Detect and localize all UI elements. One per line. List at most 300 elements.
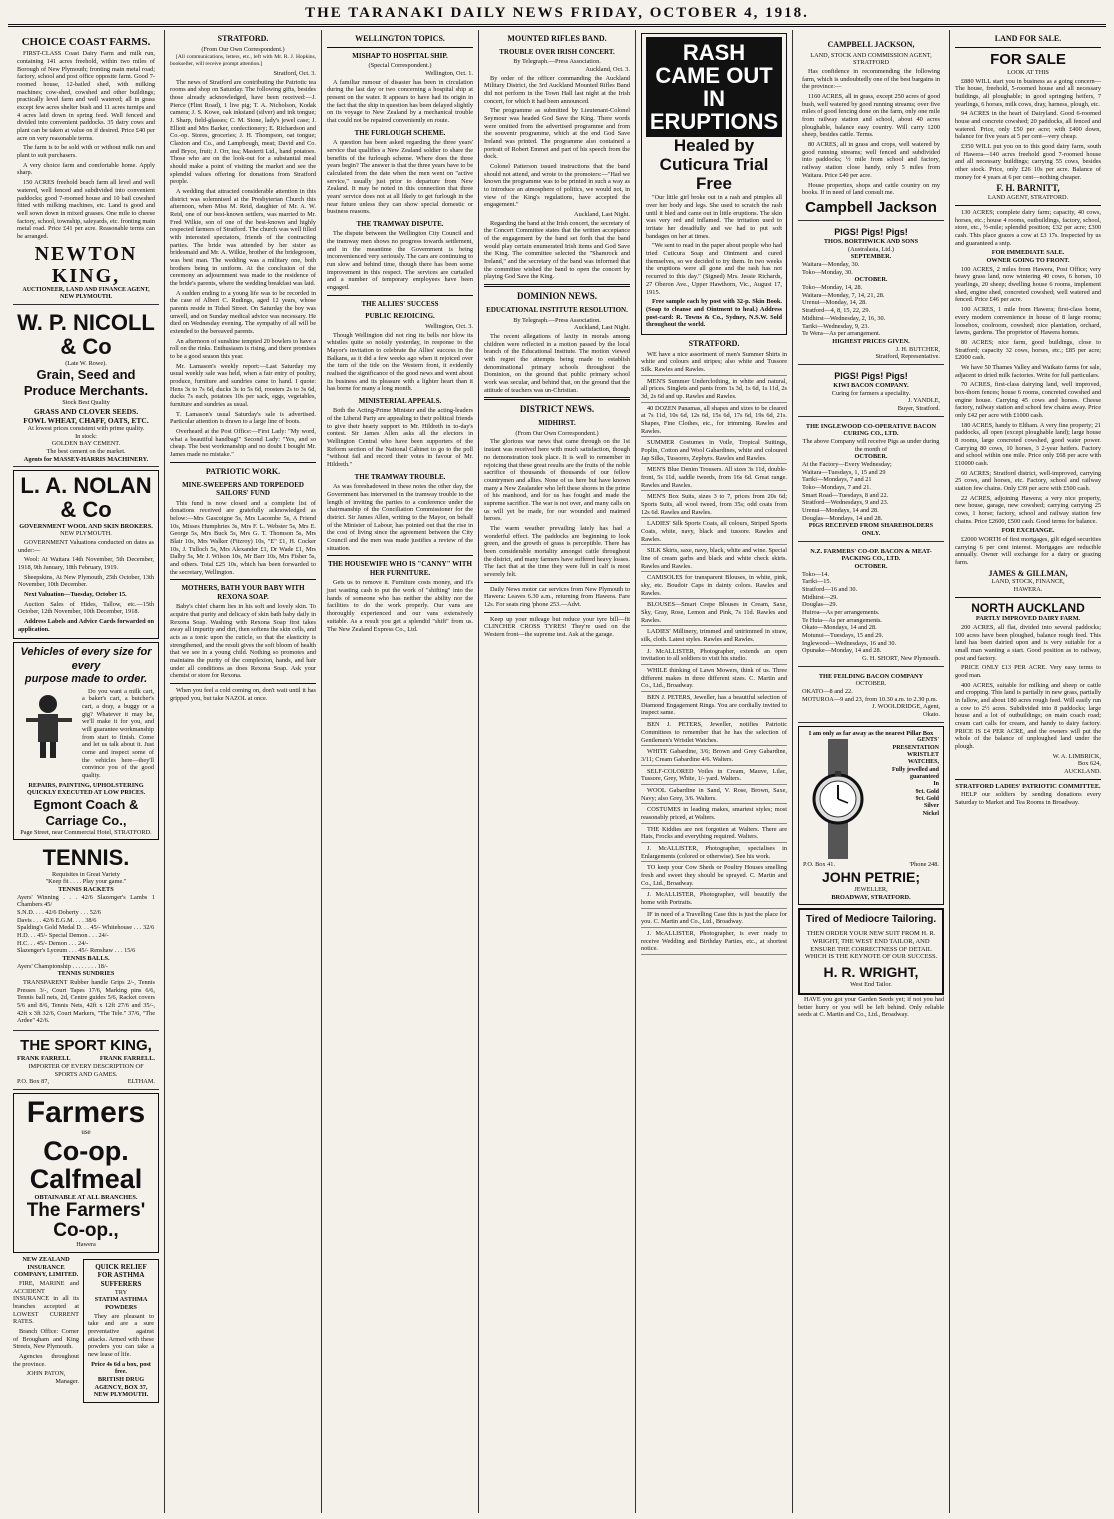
listing: 60 ACRES; Stratford district, well-improved, carrying 25 cows, and horses, etc. Factory, school and railway station few chains. Only £39 per acre with £500 cash. (955, 469, 1101, 492)
cuticura-text: Free sample each by post with 32-p. Skin Book. (Soap to cleanse and Ointment to heal.) Address post-card: R. Towns & Co., Sydney, N.S.W. Sold throughout the world. (646, 298, 782, 329)
tennis-row: Davis . . . 42/6 E.G.M. . . . 38/6 (17, 916, 97, 924)
asthma-ad (83, 1259, 159, 1403)
ingle-line: Waitara—Tuesdays, 1, 15 and 29 (802, 468, 886, 476)
borth-line: Waitara—Monday, 7, 14, 21, 28. (802, 291, 885, 299)
article-paragraph: Colonel Patterson issued instructions that the band should not attend, and wrote to the promoters:—"Had we known the programme was to be printed in such a way as to introduce an atmosphere of politics, we would not, in view of the King's regulations, have accepted the engagement." (484, 163, 630, 209)
sport-king-ad (13, 1034, 159, 1090)
petrie-po: P.O. Box 41. (803, 861, 836, 869)
sub-heading: MOTHERS, BATH YOUR BABY WITH REXONA SOAP. (181, 584, 305, 601)
wright-tailor-ad (798, 908, 944, 995)
nzf-line: Douglas—29. (802, 601, 838, 609)
borth-line: OCTOBER. (854, 276, 888, 284)
john-petrie-ad (798, 726, 944, 906)
listing: 100 ACRES, 1 mile from Hawera; first-class home, every modern convenience in house of 8 large rooms; loosebox, coolroom, cowshed; nice plantation, orchard, lawns, gardens. The proprietor of Hawera homes. (955, 306, 1101, 337)
section-heading: MOUNTED RIFLES BAND. (507, 34, 607, 43)
nicoll-line: GOLDEN BAY CEMENT. (51, 440, 121, 448)
article-note: [All communications, letters, etc., left with Mr. R. J. Hopkins, bookseller, will receive prompt attention.] (170, 54, 316, 68)
listing: 100 ACRES, 2 miles from Hawera, Post Office; very heavy grass land, now wintering 40 cows, 6 horses, 10 yearlings, 20 sheep; dwelling house 6 rooms, implement shed, engine shed, concreted cowshed; well watered and fenced. Price £46 per acre. (955, 265, 1101, 304)
nzf-line: G. H. SHORT, New Plymouth. (862, 655, 940, 662)
wristwatch-icon (803, 739, 873, 859)
nolan-line: NEW PLYMOUTH. (60, 530, 112, 538)
petrie-phone: 'Phone 248. (909, 861, 939, 869)
listing: We have 50 Thames Valley and Waikato farms for sale, adjacent to dried milk factories. Write for full particulars. (955, 363, 1101, 379)
nicoll-line: The best cement on the market. (46, 447, 126, 455)
nz-farmers-bacon-ad (798, 545, 944, 667)
column-5 (636, 30, 793, 1513)
cuticura-ad (641, 33, 787, 335)
article-paragraph: Though Wellington did not ring its bells nor blow its whistles quite so noisily yesterday, in response to the Mayor's invitation to celebrate the Allies' success in the Balkans, as it did a few weeks ago when it rejoiced over the turn of the tide on the Western front, it evidently realised the significance of the good news and went about its business and its pleasure with a lighter heart than it has borne for many a long month. (327, 331, 473, 393)
article-paragraph: Overheard at the Post Office:—First Lady: "My word, what a beautiful handbag!" Second Lady: "Yes, and so cheap. The best workmanship and no doubt I bought Mr. James made no mistake." (170, 428, 316, 459)
ingle-line: The above Company will receive Pigs as under during the month of (802, 437, 940, 453)
wright-address: West End Tailor. (850, 981, 892, 989)
pigs-heading: PIGS! Pigs! Pigs! (834, 227, 908, 238)
classified-item: WE have a nice assortment of men's Summer Shirts in white and colours and stripes; also white and Tussore Silk. Rawles and Rawles. (641, 351, 787, 376)
classified-item: LADIES' Millinery, trimmed and untrimmed in straw, silk, cloth. Latest styles. Rawles and Rawles. (641, 628, 787, 645)
petrie-line: WATCHES, (907, 759, 939, 766)
section-heading: WELLINGTON TOPICS. (355, 34, 445, 43)
article-paragraph: Baby's chief charm lies in his soft and lovely skin. To acquire that purity and delicacy of skin bath baby daily in Rexona Soap. Washing with Rexona Soap first takes away all impurity and dirt, then softens the skin cells, and acts as a tonic upon the cuticle, so that the elasticity is strengthened, and the result gives the soft bloom of health that we see in a young child. Nothing so promotes and maintains the purity of the complexion, hands, and hair under all conditions as does Rexona Soap. Ask your chemist or store for Rexona. (170, 603, 316, 680)
listing: 22 ACRES, adjoining Hawera; a very nice property, new house, garage, new cowshed; carrying carrying 25 cows, 1 horse; factory, school and railway station few chains. Price £2600, £500 cash. Good terms for balance. (955, 494, 1101, 525)
nicoll-line: FOWL WHEAT, CHAFF, OATS, ETC. (23, 415, 149, 425)
feild-line: OKATO—8 and 22. (802, 688, 853, 696)
listing: 180 ACRES, handy to Eltham. A very fine property; 21 paddocks, all open (except ploughable land); large house 8 rooms, large concreted cowshed, good water power. Carrying 80 cows, 10 horses, 3 2-year heifers. Factory and school within one mile. Price only £68 per acre with £10000 cash. (955, 421, 1101, 467)
cuticura-text: "Our little girl broke out in a rash and pimples all over her body and legs. She used to scratch the rash until it bled and came out in little eruptions. The skin was very red and inflamed. The irritation used to irritate her dreadfully and we had to put soft bandages on her at times. (646, 194, 782, 240)
farmers-calfmeal-ad (13, 1093, 159, 1253)
borth-line: Stratford, Representative. (875, 353, 940, 361)
egmont-title: purpose made to order. (24, 673, 148, 686)
nzf-line: Inglewood—Wednesdays, 16 and 30. (802, 639, 897, 647)
column-6 (793, 30, 950, 1513)
article-paragraph: A familiar rumour of disaster has been in circulation during the last day or two concerning a hospital ship at present on the water. It appears to have had its origin in the fact that the ship in question has been delayed slightly on its voyage to New Zealand by a mechanical trouble that could not be repaired conveniently en route. (327, 78, 473, 124)
farmers-title: Farmers (26, 1095, 146, 1129)
limbrick-line: AUCKLAND. (1064, 768, 1101, 776)
jg-name: JAMES & GILLMAN, (988, 568, 1068, 578)
feild-line: THE FEILDING BACON COMPANY (818, 672, 924, 680)
column-2 (165, 30, 322, 1513)
petrie-line: Silver (924, 803, 939, 810)
cuticura-text: "We sent to read in the paper about people who had tried Cuticura Soap and Ointment and cured themselves, so we decided to try them. In two weeks the eruptions were all gone and the rash has not recurred to this day." (Signed) Mrs. Jessie Richards, 27 Oberon Ave., Upper Hawthorn, Vic., August 17, 1915. (646, 242, 782, 296)
ingle-line: Douglas—Mondays, 14 and 28. (802, 514, 883, 522)
limbrick-line: Box 624, (1077, 760, 1101, 768)
nicoll-late: (Late W. Rowe). (65, 359, 107, 367)
tennis-row: Ayers' Championship . . . . . . . . 18/- (17, 962, 108, 970)
petrie-name: JOHN PETRIE; (821, 869, 920, 886)
ad-text: 150 ACRES freehold beach farm all level and well watered, well fenced and subdivided into convenient paddocks; good 7-roomed house and 10 bail cowshed fitted with milking machines, etc. Land is good and well sown down in mixed grasses. One mile to cheese factory, school, township, saleyards, etc. fronting main metal road. Price £41 per acre. Reasonable terms can be arranged. (17, 179, 155, 240)
nolan-text: Sheepskins, At New Plymouth, 25th October, 13th November, 10th December. (18, 573, 154, 589)
asthma-co: BRITISH DRUG AGENCY, BOX 37, NEW PLYMOUTH. (93, 1375, 149, 1399)
classified-item: WOOL Gabardine in Sand, V. Rose, Brown, Saxe, Navy; also Grey, 3/6. Walters. (641, 787, 787, 804)
tennis-sundries-text: TRANSPARENT Rubber handle Grips 2/-, Tennis Presses 3/-, Court Tapes 17/6, Marking pins 6/6, Tennis ball nets, 2d, Centre guides 5/6, Racket covers 5/6 and 8/6, Tennis Nets, 42ft x 12ft 27/6 and 35/-, 42ft x 3ft 32/6, Court Markers, "The Tele." 37/6, "The Ardee" 42/6. (17, 978, 155, 1025)
egmont-repairs: REPAIRS, PAINTING, UPHOLSTERING QUICKLY EXECUTED AT LOW PRICES. (26, 781, 146, 797)
tennis-row: Ayers' Winning . . . 42/6 Slazenger's Lambs 1 Chambers 45/ (17, 893, 155, 909)
classified-item: MEN'S Summer Underclothing, in white and natural, all prices. Singlets and pants from 1s 3d, 1s 6d, 1s 11d, 2s 3d, 2s 6d and up. Rawles and Rawles. (641, 378, 787, 403)
sub-heading: THE FURLOUGH SCHEME. (354, 128, 446, 137)
borth-line: Te Wera—As per arrangement. (802, 330, 881, 338)
classified-item: CAMISOLES for transparent Blouses, in white, pink, sky, etc. Boudoir Caps in dainty colors. Rawles and Rawles. (641, 574, 787, 599)
article-paragraph: An afternoon of sunshine tempted 20 bowlers to have a roll on the rinks. Enthusiasm is rising, and there promises to be a good season this year. (170, 337, 316, 361)
nzins-sig: Manager. (55, 1377, 79, 1385)
dateline: Stratford, Oct. 3. (273, 69, 316, 77)
listing: 200 ACRES, all flat, divided into several paddocks; 100 acres have been ploughed, balance rough feed. This land has been dairied upon and is very suitable for a small man wanting a start. Good position as to railway, post and factory. (955, 624, 1101, 662)
tennis-ad (13, 843, 159, 1031)
section-heading: STRATFORD. (217, 34, 269, 43)
nzf-line: Okato—Mondays, 14 and 28. (802, 624, 877, 632)
article-paragraph: Daily News motor car services from New Plymouth to Hawera: Leaves 6.30 a.m., returning from Hawera. Fare 12s. For seats ring 'phone 253.—Advt. (484, 585, 630, 608)
na-sub: PARTLY IMPROVED DAIRY FARM. (975, 615, 1081, 623)
article-paragraph: Mr. Lamason's weekly report:—Last Saturday my usual weekly sale was held, when a fair entry of poultry, produce, furniture and sundries came to hand. I quote: Hens 3s to 7s 6d, ducks 3s to 5s 6d, roosters 2s to 3s 6d, ducks 7s each, potatoes 10s per sack, eggs, vegetables, furniture and sundries as usual. (170, 362, 316, 409)
nolan-text: Wool: At Waitara 14th November, 5th December, 1918, 9th January, 18th February, 1919. (18, 556, 154, 571)
listing: £880 WILL start you in business as a going concern—The house, freehold, 5-roomed house and all necessary buildings, all ploughable; in good springing heifers, 7 yearlings, 6 horses, milk cows, dray, harness, plough, etc. (955, 77, 1101, 108)
cj-big-name: Campbell Jackson (805, 198, 937, 216)
inglewood-bacon-ad (798, 420, 944, 542)
imm-heading: FOR IMMEDIATE SALE. (991, 249, 1065, 257)
ingle-line: Urenui—Mondays, 14 and 28. (802, 506, 879, 514)
nicoll-line: At lowest prices consistent with prime quality. (27, 424, 145, 432)
nzins-text: Agencies throughout the province. (13, 1352, 79, 1368)
feild-line: J. WOOLDRIDGE, Agent, (872, 703, 940, 711)
campbell-jackson-ad (798, 33, 944, 221)
nzf-line: Stratford—16 and 30. (802, 585, 858, 593)
tennis-quote: "Keep fit . . . . Play your game." (45, 878, 127, 886)
listing: 400 ACRES, suitable for milking and sheep or cattle and cropping. This land is partially in new grass, partially in fallow, and about 180 acres rough feed. Will easily run a cow to 2½ acres. Subdivided into 8 paddocks; large house and a lot of outbuildings; on main coach road; cream cart calls for cream, and handy to dairy factory. PRICE IS £4 PER ACRE, and the owners will put the whole of the balance of unploughed land under the plough. (955, 681, 1101, 751)
nzf-line: Te Huia—As per arrangements. (802, 616, 882, 624)
asthma-text: They are pleasant to take and are a sure preventative against attacks. Armed with these powders you can take a new lease of life. (88, 1312, 154, 1358)
asthma-title: QUICK RELIEF FOR ASTHMA SUFFERERS (95, 1262, 147, 1288)
ingle-line: PIGS RECEIVED FROM SHAREHOLDERS ONLY. (808, 522, 934, 537)
workman-illustration (18, 690, 78, 760)
classified-item: HAVE you got your Garden Seeds yet; if not you had better hurry or you will be left behind. Only reliable seeds at C. Martin and Co., Ltd., Broadway. (798, 996, 944, 1019)
columns (8, 30, 1106, 1513)
egmont-name: Egmont Coach & Carriage Co., (33, 796, 139, 828)
look-line: LOOK AT THIS (1007, 69, 1049, 77)
classified-item: SILK Skirts, saxe, navy, black, white and wine. Special line of cream garbs and black and white check skirts. Rawles and Rawles. (641, 547, 787, 572)
column-1 (8, 30, 165, 1513)
classified-item: SUMMER Costumes in Voile, Tropical Suitings, Poplin, Cotton and Wool Gabardines, white and coloured Jap Silks, Tussores, Zephyrs. Rawles and Rawles. (641, 439, 787, 464)
petrie-line: Nickel (922, 810, 939, 817)
sub-heading: THE TRAMWAY TROUBLE. (354, 472, 446, 481)
article-paragraph: The glorious war news that came through on the 1st instant was received here with much satisfaction, though no demonstration took place. It is well to remember in rejoicing that these great results are the fruits of the noble sacrifice of thousands of thousands of our fellow countrymen and allies. None of us here but have known many a New Zealander who left these shores in the prime of his manhood, and for us has fought and made the supreme sacrifice. The war is not over, and many calls on us will yet be made, for our wounded and maimed heroes. (484, 438, 630, 523)
article-paragraph: The programme as submitted by Lieutenant-Colonel Seymour was headed God Save the King. There words were omitted from the advertised programme and from the souvenir programme, which at the end God Save Ireland was printed. The programme also contained a portrait of Robert Emmet and part of his speech from the dock. (484, 107, 630, 161)
nolan-text: Auction Sales of Hides, Tallow, etc.—15th October, 12th November, 10th December, 1918. (18, 600, 154, 616)
classified-item: THE Kiddies are not forgotten at Walters. There are Hats, Frocks and everything required. Walters. (641, 826, 787, 843)
sport-king-left: FRANK FARRELL (17, 1055, 71, 1063)
nolan-name: L. A. NOLAN & Co (20, 473, 152, 523)
petrie-line: I am only as far away as the nearest Pillar Box (808, 729, 934, 737)
section-heading: DOMINION NEWS. (516, 291, 597, 302)
petrie-line: guaranteed (910, 773, 939, 780)
article-paragraph: The news of Stratford are contributing the Patriotic tea rooms and shop on Saturday. The following gifts, besides those already acknowledged, have been received:—J. Pierce (Flint Road), 1 live pig; T. A. Nicholson, Kodak camera; J. S. Kowe, oak inkstand (silver) and ink tongue; J. Sharp, field-glasses; C. M. Stone, lady's jewel case; J. Elliott and Mrs Barker, confectionery; E. Richardson and Co.-op. Stores, groceries; J. H. Thompson, oat tongue; Claxton and Co., and Lampbough, meat; David and Co. and Bryce, fruit; J. Orr, tea; Masterti Ltd., hand potatoes. Those who are on the look-out for a substantial meal should make a point of visiting the market and see the splendid values offering for donations from Stratford people. (170, 78, 316, 186)
petrie-line: GENTS' (916, 737, 939, 744)
nolan-text: Next Valuation—Tuesday, October 15. (24, 590, 127, 598)
article-paragraph: A question has been asked regarding the three years' service that qualifies a New Zealand soldier to share the benefits of the furlough scheme. Where does the three years begin? The answer is that the three years have to be calculated from the date when the men went on "active service," usually just prior to departure from New Zealand. It may be noted in this connection that three years' service does not at all likely to get furlough in the near future unless they can show special domestic or business reasons. (327, 139, 473, 216)
nzf-line: Tariki—15. (802, 578, 832, 586)
borth-line: Stratford—4, 8, 15, 22, 29. (802, 307, 871, 315)
farmers-avail: OBTAINABLE AT ALL BRANCHES. (34, 1193, 138, 1201)
listing: 94 ACRES in the heart of Dairyland. Good 6-roomed house and concrete cowshed; 20 paddocks, all fenced and watered. Price, only £50 per acre; with £400 down, balance for five years at 5 per cent—very cheap. (955, 110, 1101, 141)
article-paragraph: A wedding that attracted considerable attention in this district was solemnised at the Presbyterian Church this afternoon, when Miss M. Reid, daughter of Mr. A. W. Reid, one of our best-known settlers, was married to Mr. Fred Wilkie, son of one of the best-known and highly respected farmers of Stratford. The church was well filled with interested spectators, friends of the contracting parties. The bride was attended by her sister as bridesmaid and Mr. A. Wilkie, brother of the bridegroom, was best man. The wedding was a military one, both brothers being in uniform. At the conclusion of the ceremony an adjournment was made to the residence of the bride's parents, where the wedding breakfast was laid. (170, 187, 316, 287)
cj-text: 1160 ACRES, all in grass, except 250 acres of good bush, well watered by good running streams; over five miles of good fencing done on the farm, only one mile from railway station and school, about 40 acres ploughable, balance easy country. Will carry 1200 sheep, besides cattle. Terms. (802, 93, 940, 139)
article-paragraph: The dispute between the Wellington City Council and the tramway men shows no progress towards settlement, and in the meantime the Government is being inconvenienced very seriously. The cars are continuing to run slow and behind time, though there has been some improvement in this respect. The services are curtailed and a number of temporary employees have been engaged. (327, 230, 473, 292)
petrie-line: 9ct. Gold (915, 788, 939, 795)
feild-line: OCTOBER. (855, 680, 887, 688)
nzins-sig: JOHN PATON, (26, 1370, 66, 1378)
borth-line: Tariki—Wednesday, 9, 23. (802, 322, 870, 330)
borth-line: SEPTEMBER. (850, 253, 892, 261)
petrie-line: Fully jewelled and (891, 766, 939, 773)
listing: 130 ACRES; complete dairy farm; capacity, 40 cows, horses, etc.; house 4 rooms, outbuildings, factory, school, store, etc., ½-mile; splendid position; £32 per acre; £300 cash. This place grazes a cow at £3 17s. Inspected by us and guaranteed a snip. (955, 209, 1101, 247)
egmont-address: Page Street, near Commercial Hotel, STRATFORD. (20, 828, 152, 836)
cj-text: Has confidence in recommending the following farm, which is undoubtedly one of the best bargains in the province:— (802, 68, 940, 91)
cj-text: House properties, shops and cattle country on my books. If in need of land consult me. (802, 181, 940, 197)
cj-name: CAMPBELL JACKSON, (827, 40, 915, 49)
borth-line: Toko—Monday, 30. (802, 268, 853, 276)
farmers-co: The Farmers' Co-op., (26, 1200, 146, 1242)
asthma-name: STATIM ASTHMA POWDERS (94, 1296, 148, 1311)
barnitt-name: F. H. BARNITT, (996, 183, 1060, 194)
ingle-line: THE INGLEWOOD CO-OPERATIVE BACON CURING CO., LTD. (805, 422, 937, 438)
classified-item: MEN'S Blue Denim Trousers. All sizes 3s 11d, double-front, 5s 11d, saddle tweeds, from 16s 6d. Great range. Rawles and Rawles. (641, 466, 787, 491)
exchange-heading: FOR EXCHANGE. (1001, 527, 1055, 535)
petrie-address: BROADWAY, STRATFORD. (831, 893, 911, 901)
dateline: Wellington, Oct. 1. (425, 69, 473, 77)
nzins-title: NEW ZEALAND INSURANCE COMPANY, LIMITED. (13, 1255, 79, 1279)
limbrick-line: W. A. LIMBRICK, (1052, 752, 1101, 760)
article-paragraph: The recent allegations of laxity in morals among children were reflected in a motion passed by the local branch of the Educational Institute. The motion viewed with regret the attempts being made to establish denominational primary schools throughout the Dominion, on the ground that public primary school work was secular, and behind that, on the ground that the attitude of teachers was un-Christian. (484, 332, 630, 394)
newton-king-line: AUCTIONEER, LAND AND FINANCE AGENT, (22, 286, 150, 293)
classified-item: BLOUSES—Smart Crepe Blouses in Cream, Saxe, Sky, Gray, Rose, Lemon and Pink, 7s 11d. Rawles and Rawles. (641, 601, 787, 626)
sport-king-line: IMPORTER OF EVERY DESCRIPTION OF SPORTS AND GAMES. (28, 1062, 144, 1078)
nzf-line: Motunui—Tuesdays, 15 and 29. (802, 631, 884, 639)
ingle-line: OCTOBER. (854, 453, 888, 461)
jg-line: HAWERA. (1013, 586, 1043, 594)
listing: 80 ACRES; nice farm, good buildings, close to Stratford; capacity 32 cows, horses, etc.; £85 per acre; £2000 cash. (955, 338, 1101, 362)
sub-heading: MINE-SWEEPERS AND TORPEDOED SAILORS' FUND (182, 480, 304, 498)
classified-item: SELF-COLORED Voiles in Cream, Mauve, Lilac, Tussore, Grey, White, 1/- yard. Walters. (641, 768, 787, 785)
cj-line: LAND, STOCK AND COMMISSION AGENT, STRATFORD (810, 51, 932, 67)
nicoll-tagline: Grain, Seed and Produce Merchants. (23, 367, 149, 399)
feild-line: MOTUROA—9 and 23, from 10.30 a.m. to 2.30 p.m. (802, 695, 938, 703)
nicoll-line: GRASS AND CLOVER SEEDS. (33, 406, 139, 416)
ingle-line: Smart Road—Tuesdays, 8 and 22. (802, 491, 889, 499)
nzf-line: OCTOBER. (854, 562, 888, 570)
nicoll-name: W. P. NICOLL & Co (17, 310, 155, 360)
dateline: Auckland, Oct. 3. (585, 65, 630, 73)
tennis-row: H.C. . . 45/- Demon . . . 24/- (17, 939, 89, 947)
sub-heading: THE TRAMWAY DISPUTE. (356, 219, 444, 228)
sub-heading: MIDHIRST. (538, 419, 576, 428)
article-paragraph: Both the Acting-Prime Minister and the acting-leaders of the Liberal Party are appealing to their political friends to give their hearty support to Mr. Hildreth in to-day's contest. Sir James Allen asks all the electors in Wellington Central who have been supporters of the Reform section of the National Cabinet to go to the poll "without fail and record their votes in favour of Mr. Hildreth." (327, 407, 473, 469)
tennis-sub: Requisites in Great Variety (52, 870, 120, 878)
article-paragraph: By order of the officer commanding the Auckland Military District, the 3rd Auckland Mounted Rifles Band did not perform in the Town Hall last night at the Irish concert, for which it had been announced. (484, 74, 630, 105)
dateline: Auckland, Last Night. (574, 211, 630, 219)
petrie-line: In (933, 781, 939, 788)
sub-heading: THE HOUSEWIFE WHO IS "CANNY" WITH HER FURNITURE. (328, 560, 472, 577)
nzf-line: Midhirst—29. (802, 593, 838, 601)
correspondent-line: (Special Correspondent.) (368, 62, 432, 70)
ingle-line: Toko—Mondays, 7 and 21. (802, 483, 871, 491)
nzf-line: Toko—14. (802, 570, 830, 578)
classified-item: J. McALLISTER, Photographer, extends an open invitation to all soldiers to visit his studio. (641, 648, 787, 665)
newton-king-name: NEWTON KING, (34, 242, 138, 287)
classified-item: IF in need of a Travelling Case this is just the place for you. C. Martin and Co., Ltd., Broadway. (641, 911, 787, 928)
nzins-text: Branch Office: Corner of Brougham and King Streets, New Plymouth. (13, 1327, 79, 1351)
feilding-bacon-ad (798, 670, 944, 723)
asthma-price: Price 4s 6d a box, post free. (91, 1360, 151, 1376)
ad-text: The farm is to be sold with or without milk run and plant to suit purchasers. (17, 144, 155, 160)
classified-item: BEN J. PETERS, Jeweller, notifies Patriotic Committees to remember that he has the selection of Gentlemen's Wristlet Watches. (641, 721, 787, 746)
egmont-text: Do you want a milk cart, a baker's cart, a butcher's cart, a dray, a buggy or a gig? Whatever it may be, we'll make it for you, and will guarantee workmanship from start to finish. Come and let us talk about it. Just come and inspect some of the vehicles here—they'll convince you of the good quality. (82, 687, 154, 779)
petrie-role: JEWELLER, (854, 886, 888, 894)
article-paragraph: The warm weather prevailing lately has had a wonderful effect. The paddocks are beginning to look green, and the growth of grass is perceptible. There has been considerable mortality amongst cattle throughout the district, and many farmers have suffered heavy losses. The fact that at the time they were full in calf is most severely felt. (484, 524, 630, 578)
newton-king-line: NEW PLYMOUTH. (59, 293, 112, 300)
classified-item: J. McALLISTER, Photographer, is ever ready to receive Wedding and Birthday Parties, etc., at shortest notice. (641, 930, 787, 955)
column-3 (322, 30, 479, 1513)
borth-line: Midhirst—Wednesday, 2, 16, 30. (802, 314, 886, 322)
nicoll-line: In stock: (75, 432, 97, 440)
masthead: THE TARANAKI DAILY NEWS FRIDAY, OCTOBER 4, 1918. (8, 2, 1106, 27)
sub-heading: PUBLIC REJOICING. (365, 312, 435, 321)
listing: £350 WILL put you on to this good dairy farm, south of Hawera—140 acres freehold good 7-roomed house and all necessary buildings; carrying 55 cows, besides other stock. Price, only £26 10s per acre. Balance of money for 4 years at 6 per cent—nothing cheaper. (955, 143, 1101, 181)
borth-line: HIGHEST PRICES GIVEN. (832, 337, 910, 345)
tennis-rackets-head: TENNIS RACKETS (58, 885, 114, 893)
borth-line: Urenui—Monday, 14, 28. (802, 299, 867, 307)
classified-item: J. McALLISTER, Photographer, specialises in Enlargements (colored or otherwise). See his work. (641, 845, 787, 862)
cj-text: 80 ACRES, all in grass and crops, well watered by good running streams; well fenced and subdivided into paddocks; ½ mile from school and factory, railway station close handy, only 5 miles from Waitara. Price £40 per acre. (802, 141, 940, 179)
section-heading: DISTRICT NEWS. (519, 404, 595, 415)
classified-item: 40 DOZEN Panamas, all shapes and sizes to be cleared at 7s 11d, 10s 6d, 12s 6d, 15s 6d, 17s 6d, 19s 6d, 21s. Shapes, Fine Clothes, etc., for trimming. Rawles and Rawles. (641, 405, 787, 438)
telegraph-line: By Telegraph.—Press Association. (513, 316, 601, 324)
listing: 70 ACRES, first-class dairying land, well improved, box-thorn fences; house 6 rooms, concreted cowshed and engine house. Carrying 45 cows and horses. Cheese factory, railway station and school few chains away. Price only £42 per acre with £1000 cash. (955, 381, 1101, 419)
ingle-line: At the Factory—Every Wednesday; (802, 460, 892, 468)
classified-item: WHITE Gabardine, 3/6; Brown and Grey Gabardine, 3/11; Cream Gabardine 4/6. Walters. (641, 748, 787, 765)
cuticura-subhead: Healed by Cuticura Trial Free (659, 136, 769, 193)
asthma-try: TRY (114, 1288, 128, 1296)
tennis-title: TENNIS. (42, 845, 130, 871)
ad-text: FIRST-CLASS Coast Dairy Farm and milk run, containing 141 acres freehold, within two miles of Borough of New Plymouth; fronting main metal road; factory, school and post office opposite farm. Good 7-roomed house, 12-bailed shed, with milking machines; cow-shed, cowshed and other buildings; practically level farm and well watered; all in grass except few acres shelter bush and 11 acres turnips and 4 acres laid down in spring feed. Well fenced and divided into convenient paddocks. 35 dairy cows and plant can be taken at value on if desired. Price £40 per acre on very reasonable terms. (17, 50, 155, 142)
pigs-heading: PIGS! Pigs! Pigs! (834, 370, 908, 381)
correspondent-line: (From Our Own Correspondent.) (515, 429, 599, 437)
kiwi-line: KIWI BACON COMPANY. (833, 381, 909, 389)
ladies-heading: STRATFORD LADIES' PATRIOTIC COMMITTEE. (955, 782, 1101, 790)
tennis-balls-head: TENNIS BALLS. (62, 954, 110, 962)
section-heading: LAND FOR SALE. (994, 34, 1062, 43)
classified-item: LADIES' Silk Sports Coats, all colours, Striped Sports Coats, white, navy, black and tussore. Rawles and Rawles. (641, 520, 787, 545)
farmers-use: use (81, 1128, 91, 1137)
borthwick-ad (798, 224, 944, 365)
nolan-line: GOVERNMENT WOOL AND SKIN BROKERS. (19, 522, 153, 530)
tennis-row: S.N.D. . . . 42/6 Doherty . . . 52/6 (17, 908, 101, 916)
tennis-row: Spalding's Gold Medal D. . . 45/- Whitehouse . . . 32/6 (17, 924, 155, 932)
article-paragraph: When you feel a cold coming on, don't wait until it has gripped you, but take NAZOL at once. (170, 687, 316, 702)
nolan-text: Address Labels and Advice Cards forwarded on application. (18, 618, 154, 633)
sub-heading: THE ALLIES' SUCCESS (361, 299, 439, 308)
article-paragraph: This fund is now closed and a complete list of donations received are gratefully acknowledged as below:—Mrs Gascoigne 5s, Mrs Lacombe 5s, A Friend 10s, Misses Humphries 3s, Mrs F. L. Webster 5s, Mrs E. George 5s, Mrs Buck 5s, Mrs G. T. Thomson 5s, Mrs Blair 10s, Mrs Walker (Fitzroy) 10s, "E" £1, H. Cocker 10s, J. Tulloch 5s, Mrs Alexander £1, Dr Wade £1, Mrs Dalby 5s, Mr J. Wilson 10s, Mr Barr 10s, Mrs Fisher 5s, and others. Total £25 10s, which has been forwarded to the secretary, Wellington. (170, 499, 316, 576)
nzins-text: FIRE, MARINE and ACCIDENT INSURANCE in all its branches accepted at LOWEST CURRENT RATES. (13, 1279, 79, 1326)
nolan-ad (13, 470, 159, 639)
section-heading: PATRIOTIC WORK. (205, 466, 281, 476)
petrie-line: 9ct. Gold (915, 795, 939, 802)
kiwi-line: Curing for farmers a speciality. (831, 389, 911, 397)
correspondent-line: (From Our Own Correspondent.) (201, 45, 285, 53)
classified-item: J. McALLISTER, Photographer, will beautify the home with Portraits. (641, 891, 787, 908)
article-paragraph: As was foreshadowed in these notes the other day, the Government has intervened in the tramway trouble to the length of inviting the parties to a conference under the chairmanship of the Conciliation Commissioner for the district. Sir James Allen, writing to the Mayor, on behalf of the Minister of Labour, has pointed out that the rise in the cost of living since the agreement between the City Council and the men was made justifies a review of the situation. (327, 483, 473, 552)
nzf-line: Opunake—Monday, 14 and 28. (802, 647, 882, 655)
column-7 (950, 30, 1106, 1513)
listing: PRICE ONLY £13 PER ACRE. Very easy terms to good man. (955, 664, 1101, 680)
sport-king-po: P.O. Box 87, (17, 1078, 50, 1086)
farmers-town: Hawera (76, 1241, 96, 1249)
borth-line: Waitara—Monday, 30. (802, 261, 860, 269)
ingle-line: Stratford—Wednesdays, 9 and 23. (802, 499, 889, 507)
sport-king-town: ELTHAM. (127, 1078, 155, 1086)
classified-item: BEN J. PETERS, Jeweller, has a beautiful selection of Diamond Engagement Rings. You are cordially invited to inspect same. (641, 694, 787, 719)
nicoll-line: Stock Best Quality (62, 398, 110, 406)
borth-line: (Australasia, Ltd.) (848, 245, 894, 253)
sport-king-name: THE SPORT KING, (20, 1036, 152, 1054)
wright-title: Tired of Mediocre Tailoring. (805, 914, 937, 926)
sub-heading: EDUCATIONAL INSTITUTE RESOLUTION. (486, 306, 628, 315)
barnitt-line: LAND AGENT, STRATFORD. (987, 194, 1069, 202)
classified-item: COSTUMES in leading makes, smartest styles; most reasonably priced, at Walters. (641, 806, 787, 823)
borth-line: Toko—Monday, 14, 28. (802, 284, 863, 292)
listing: HELP our soldiers by sending donations every Saturday to Market and Tea Rooms in Broadway. (955, 791, 1101, 807)
classified-item: MEN'S Box Suits, sizes 3 to 7, prices from 20s 6d; Sports Suits, all wool tweed, from 35s; odd coats from 12s 6d. Rawles and Rawles. (641, 493, 787, 518)
petrie-line: WRISTLET (906, 752, 939, 758)
egmont-title: Vehicles of every size for every (20, 646, 152, 672)
kiwi-line: J. YANDLE, (907, 397, 940, 405)
kiwi-line: Buyer, Stratford. (897, 404, 940, 412)
ad-text: A very choice farm and comfortable home. Apply sharp. (17, 161, 155, 177)
sub-heading: TROUBLE OVER IRISH CONCERT. (499, 47, 615, 56)
sub-heading: MINISTERIAL APPEALS. (358, 396, 442, 405)
article-paragraph: A sudden ending to a young life was to be recorded in the case of Albert C. Rudings, aged 12 years, whose parents reside in Tidsel Street. On Saturday the boy was unwell, and on Sunday medical advice was necessary. He died on Wednesday evening. The sympathy of all will be extended to the bereaved parents. (170, 289, 316, 335)
section-heading: STRATFORD. (688, 338, 740, 348)
choice-coast-farms-ad (13, 33, 159, 305)
cuticura-headline: RASH CAME OUT IN ERUPTIONS (646, 37, 782, 137)
tennis-row: H.D. . . 45/- Special Demon . . . 24/- (17, 931, 109, 939)
telegraph-line: By Telegraph.—Press Association. (513, 58, 601, 66)
kiwi-bacon-ad (798, 368, 944, 417)
column-4 (479, 30, 636, 1513)
nicoll-ad (13, 308, 159, 467)
classified-list (641, 351, 787, 955)
ingle-line: Tariki—Mondays, 7 and 21 (802, 476, 872, 484)
egmont-coach-ad (13, 642, 159, 840)
north-auckland-heading: NORTH AUCKLAND (971, 600, 1085, 615)
classified-item: TO keep your Cow Sheds or Poultry Houses smelling fresh and sweet they should be sprayed. C. Martin and Co., Ltd., Broadway. (641, 864, 787, 889)
nzf-line: Huiroa—As per arrangements. (802, 608, 880, 616)
nzf-line: N.Z. FARMERS' CO-OP. BACON & MEAT-PACKING CO., LTD. (810, 547, 932, 563)
for-sale-heading: FOR SALE (990, 50, 1066, 68)
borth-line: J. H. BUTCHER, (895, 345, 940, 353)
dateline: Auckland, Last Night. (574, 324, 630, 332)
borth-line: THOS. BORTHWICK AND SONS (823, 238, 919, 246)
sport-king-right: FRANK FARRELL. (99, 1055, 155, 1063)
nicoll-line: Agents for MASSEY-HARRIS MACHINERY. (23, 455, 149, 463)
classified-item: WHILE thinking of Lawn Mowers, think of us. Three different makes in three different sizes. C. Martin and Co., Ltd., Broadway. (641, 667, 787, 692)
article-paragraph: Regarding the band at the Irish concert, the secretary of the Concert Committee states that the written acceptance of the engagement by the band set forth that the band would play certain enumerated Irish items and God Save the King. The committee selected the "Shamrock and Ireland," and the secretary of the band was informed that the committee wished the band to open the concert by playing God Save the King. (484, 219, 630, 281)
farmers-product: Co-op. Calfmeal (29, 1136, 143, 1195)
dateline: Wellington, Oct. 3. (425, 322, 473, 330)
feild-line: Okato. (923, 711, 940, 719)
wright-text: THEN ORDER YOUR NEW SUIT FROM H. R. WRIGHT, THE WEST END TAILOR, AND ENSURE THE CORRECTNESS OF DETAIL WHICH IS THE KEYNOTE OF OUR SUCCESS. (804, 929, 938, 961)
jg-line: LAND, STOCK, FINANCE, (991, 578, 1065, 586)
article-paragraph: Keep up your mileage but reduce your tyre bill—fit CLINCHER CROSS TYRES! They're used on the Western front—the supreme test. Ask at the garage. (484, 615, 630, 638)
sub-heading: MISHAP TO HOSPITAL SHIP. (352, 51, 448, 60)
ad-title: CHOICE COAST FARMS. (21, 36, 151, 48)
petrie-line: PRESENTATION (892, 744, 939, 751)
article-paragraph: T. Lamason's usual Saturday's sale is advertised. Particular attention is drawn to a large line of boots. (170, 410, 316, 426)
